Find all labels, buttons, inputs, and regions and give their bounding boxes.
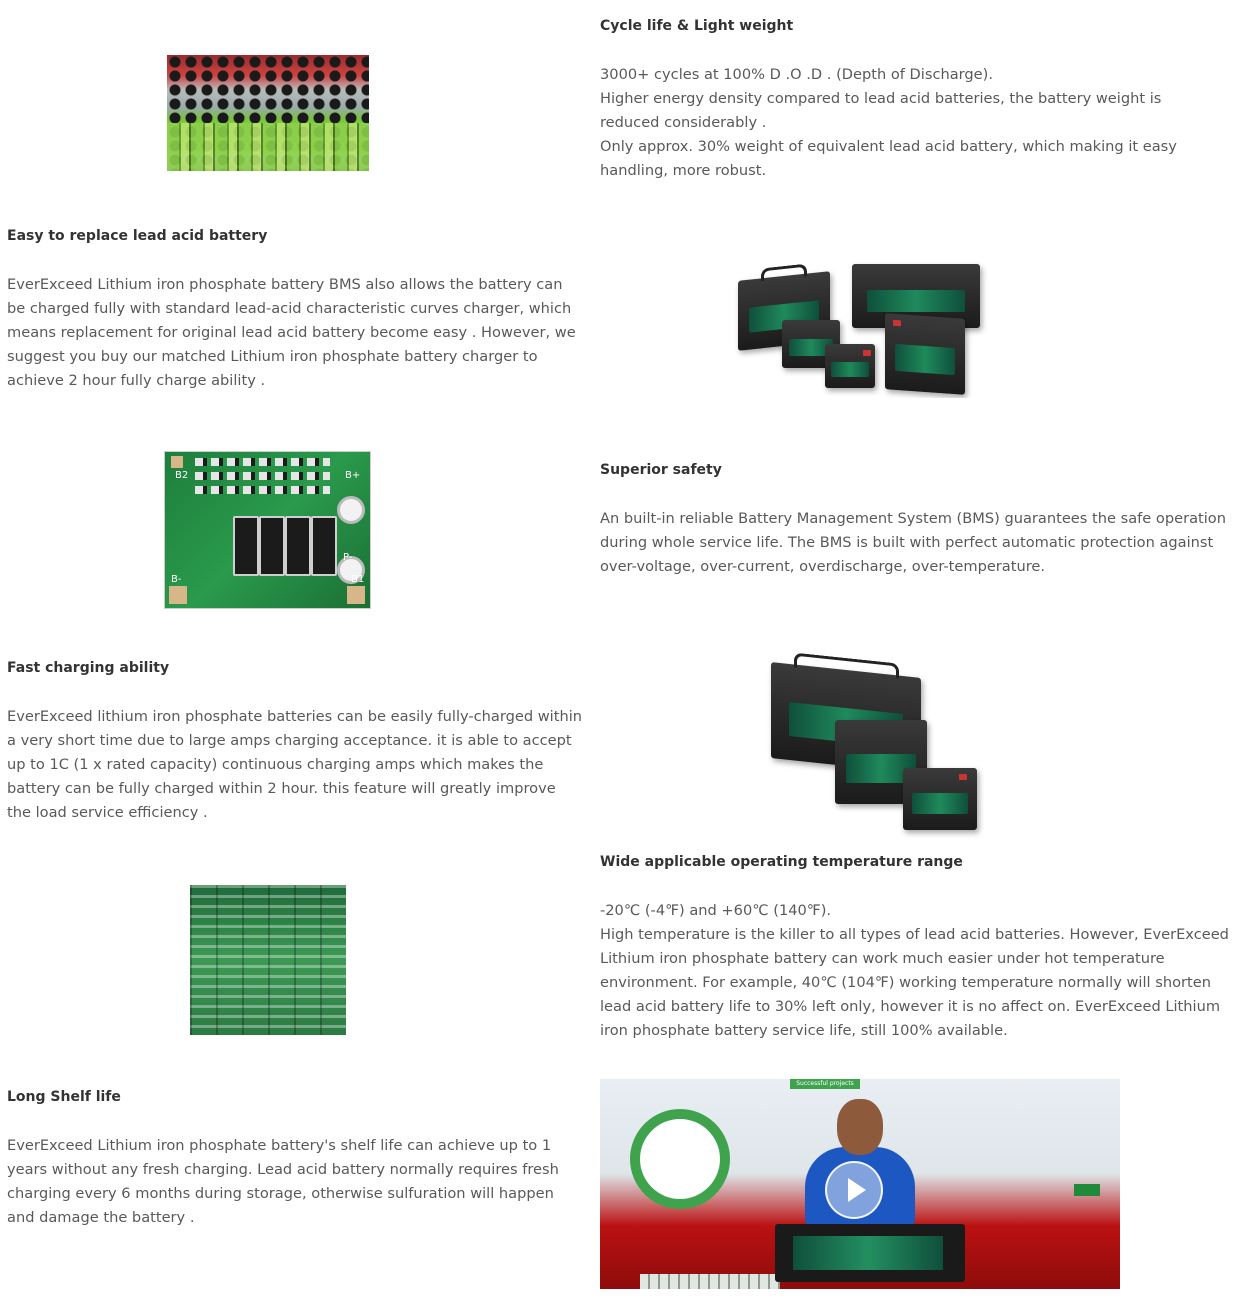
- play-icon[interactable]: [825, 1161, 883, 1219]
- battery-graphic: [775, 1224, 965, 1282]
- battery-group-image: [730, 258, 990, 398]
- section-title-easy-replace: Easy to replace lead acid battery: [7, 228, 268, 244]
- section-text-superior-safety: [600, 507, 1226, 579]
- pcb-component-strip: [195, 486, 330, 494]
- battery-label-graphic: [793, 1236, 943, 1270]
- paragraph: -20℃ (-4℉) and +60℃ (140℉).: [600, 902, 832, 919]
- presenter-head: [837, 1099, 883, 1155]
- production-line-image: [190, 885, 346, 1035]
- paragraph: EverExceed lithium iron phosphate batteries can be easily fully-charged within a very short time due to large amps charging acceptance. it is able to accept up to 1C (1 x rated capacity) continuous charging amps which makes the battery can be fully charged within 2 hour. this feature will greatly improve the load service efficiency .: [7, 708, 583, 821]
- cells-row-graphic: [167, 123, 369, 171]
- battery-terminal-graphic: [959, 774, 967, 780]
- mosfet-chip: [233, 516, 259, 576]
- battery-graphic: [885, 313, 965, 395]
- battery-terminal-graphic: [893, 320, 901, 327]
- section-text-cycle-life: [600, 63, 1220, 183]
- wall-graphic: [630, 1109, 730, 1209]
- paragraph: Only approx. 30% weight of equivalent lead acid battery, which making it easy handling, more robust.: [600, 138, 1177, 179]
- section-title-fast-charging: Fast charging ability: [7, 660, 170, 676]
- battery-label-graphic: [867, 290, 964, 312]
- paragraph: High temperature is the killer to all types of lead acid batteries. However, EverExceed Lithium iron phosphate battery can work much easier under hot temperature environment. For example, 40℃ (104℉) working temperature normally will shorten lead acid battery life to 30% left only, however it is no affect on. EverExceed Lithium iron phosphate battery service life, still 100% available.: [600, 926, 1229, 1039]
- battery-graphic: [903, 768, 977, 830]
- pcb-mount-hole: [337, 496, 365, 524]
- pcb-solder-pad: [171, 456, 183, 468]
- battery-terminal-graphic: [863, 350, 871, 356]
- paragraph: 3000+ cycles at 100% D .O .D . (Depth of Discharge).: [600, 66, 993, 83]
- exit-sign-graphic: [1074, 1184, 1100, 1196]
- section-text-shelf-life: [7, 1134, 567, 1230]
- product-video[interactable]: [600, 1079, 1120, 1289]
- pcb-label: B1: [351, 574, 365, 585]
- section-title-cycle-life: Cycle life & Light weight: [600, 18, 794, 34]
- battery-label-graphic: [831, 362, 869, 377]
- section-text-temperature-range: [600, 899, 1232, 1043]
- mosfet-chip: [285, 516, 311, 576]
- bms-board-image: [164, 451, 371, 609]
- mosfet-chip: [311, 516, 337, 576]
- section-title-shelf-life: Long Shelf life: [7, 1089, 121, 1105]
- pcb-solder-pad: [347, 586, 365, 604]
- battery-trio-image: [765, 650, 985, 840]
- paragraph: Higher energy density compared to lead acid batteries, the battery weight is reduced considerably .: [600, 90, 1162, 131]
- battery-handle-graphic: [761, 264, 807, 282]
- paragraph: EverExceed Lithium iron phosphate battery's shelf life can achieve up to 1 years without any fresh charging. Lead acid battery normally requires fresh charging every 6 months during storage, otherwise sulfuration will happen and damage the battery .: [7, 1137, 559, 1226]
- video-banner: Successful projects: [790, 1079, 860, 1089]
- battery-handle-graphic: [794, 652, 899, 678]
- battery-cells-image: [167, 55, 369, 171]
- battery-label-graphic: [912, 793, 968, 815]
- section-text-fast-charging: [7, 705, 583, 825]
- mosfet-chip: [259, 516, 285, 576]
- pcb-label: B2: [175, 470, 189, 481]
- pcb-label: P-: [343, 552, 353, 563]
- pcb-component-strip: [195, 458, 330, 466]
- pcb-component-strip: [195, 472, 330, 480]
- section-title-temperature-range: Wide applicable operating temperature range: [600, 854, 963, 870]
- pcb-label: B-: [171, 574, 182, 585]
- battery-label-graphic: [895, 344, 956, 375]
- paragraph: An built-in reliable Battery Management System (BMS) guarantees the safe operation during whole service life. The BMS is built with perfect automatic protection against over-voltage, over-current, overdischarge, over-temperature.: [600, 510, 1226, 575]
- pcb-solder-pad: [169, 586, 187, 604]
- pcb-label: B+: [345, 470, 361, 481]
- section-title-superior-safety: Superior safety: [600, 462, 722, 478]
- cells-graphic: [640, 1274, 780, 1289]
- paragraph: EverExceed Lithium iron phosphate battery BMS also allows the battery can be charged fully with standard lead-acid characteristic curves charger, which means replacement for original lead acid battery become easy . However, we suggest you buy our matched Lithium iron phosphate battery charger to achieve 2 hour fully charge ability .: [7, 276, 576, 389]
- section-text-easy-replace: [7, 273, 579, 393]
- battery-graphic: [825, 344, 875, 388]
